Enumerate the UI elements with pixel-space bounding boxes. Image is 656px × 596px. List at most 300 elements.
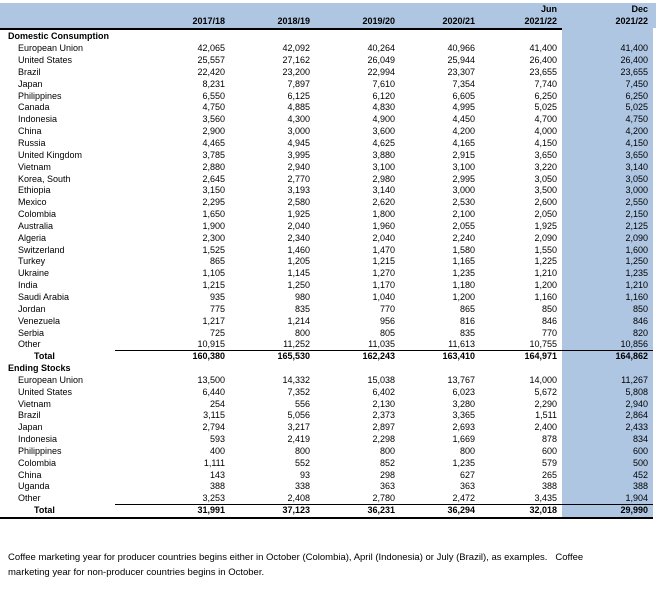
table-row xyxy=(0,374,656,386)
cell-value: 41,400 xyxy=(529,43,557,54)
cell-value: 1,270 xyxy=(372,268,395,279)
cell-value: 400 xyxy=(209,445,225,456)
cell-value: 2,530 xyxy=(452,197,475,208)
cell-value: 3,115 xyxy=(203,410,225,421)
table-row xyxy=(0,78,656,90)
cell-value: 1,900 xyxy=(202,220,225,231)
cell-value: 850 xyxy=(632,303,648,314)
cell-value: 26,400 xyxy=(620,55,648,66)
cell-value: 800 xyxy=(294,445,310,456)
year-label: 2017/18 xyxy=(192,16,225,26)
header-spacer xyxy=(0,3,140,28)
cell-value: 11,613 xyxy=(448,339,475,350)
cell-value: 846 xyxy=(541,315,557,326)
cell-value: 298 xyxy=(379,469,395,480)
row-label: India xyxy=(18,280,38,291)
row-label: Saudi Arabia xyxy=(18,291,70,302)
cell-value: 3,220 xyxy=(534,161,557,172)
table-row xyxy=(0,457,656,469)
cell-value: 1,550 xyxy=(534,244,557,255)
cell-value: 1,925 xyxy=(534,220,557,231)
cell-value: 3,435 xyxy=(534,493,557,504)
row-label: Total xyxy=(34,505,55,516)
cell-value: 4,300 xyxy=(287,114,310,125)
table-row xyxy=(0,469,656,481)
cell-value: 4,150 xyxy=(625,138,648,149)
cell-value: 3,050 xyxy=(534,173,557,184)
cell-value: 36,231 xyxy=(367,505,395,516)
cell-value: 4,150 xyxy=(534,138,557,149)
cell-value: 6,120 xyxy=(372,90,395,101)
cell-value: 2,780 xyxy=(372,493,395,504)
table-row xyxy=(0,327,656,339)
cell-value: 3,150 xyxy=(202,185,225,196)
cell-value: 10,755 xyxy=(529,339,557,350)
cell-value: 22,420 xyxy=(197,66,225,77)
cell-value: 1,217 xyxy=(202,315,225,326)
cell-value: 6,440 xyxy=(202,386,225,397)
table-row xyxy=(0,232,656,244)
cell-value: 3,000 xyxy=(287,126,310,137)
cell-value: 2,090 xyxy=(534,232,557,243)
cell-value: 388 xyxy=(541,481,557,492)
cell-value: 25,944 xyxy=(447,55,475,66)
cell-value: 3,140 xyxy=(625,161,648,172)
row-label: Ethiopia xyxy=(18,185,51,196)
cell-value: 254 xyxy=(209,398,225,409)
cell-value: 1,250 xyxy=(287,280,310,291)
cell-value: 1,600 xyxy=(625,244,648,255)
cell-value: 13,500 xyxy=(197,374,225,385)
total-row xyxy=(0,351,656,363)
year-label: 2021/22 xyxy=(524,16,557,26)
cell-value: 5,808 xyxy=(625,386,648,397)
cell-value: 850 xyxy=(541,303,557,314)
cell-value: 3,100 xyxy=(452,161,475,172)
row-label: European Union xyxy=(18,374,84,385)
cell-value: 2,915 xyxy=(452,149,475,160)
cell-value: 2,419 xyxy=(287,434,310,445)
year-label: 2018/19 xyxy=(277,16,310,26)
cell-value: 4,200 xyxy=(625,126,648,137)
cell-value: 3,140 xyxy=(372,185,395,196)
cell-value: 40,264 xyxy=(367,43,395,54)
row-label: Colombia xyxy=(18,209,57,220)
table-row xyxy=(0,138,656,150)
cell-value: 4,900 xyxy=(372,114,395,125)
cell-value: 164,971 xyxy=(524,351,557,362)
cell-value: 7,897 xyxy=(287,78,310,89)
cell-value: 852 xyxy=(379,457,395,468)
cell-value: 6,605 xyxy=(452,90,475,101)
cell-value: 1,170 xyxy=(372,280,395,291)
cell-value: 2,897 xyxy=(372,422,395,433)
cell-value: 835 xyxy=(459,327,475,338)
cell-value: 956 xyxy=(379,315,395,326)
cell-value: 143 xyxy=(209,469,225,480)
column-header xyxy=(395,3,475,28)
table-body xyxy=(0,31,656,517)
cell-value: 1,225 xyxy=(534,256,557,267)
cell-value: 7,354 xyxy=(452,78,475,89)
row-label: Brazil xyxy=(18,66,41,77)
cell-value: 4,885 xyxy=(287,102,310,113)
cell-value: 865 xyxy=(209,256,225,267)
cell-value: 1,235 xyxy=(452,268,475,279)
cell-value: 1,165 xyxy=(452,256,475,267)
cell-value: 42,092 xyxy=(282,43,310,54)
cell-value: 865 xyxy=(459,303,475,314)
cell-value: 5,672 xyxy=(534,386,557,397)
cell-value: 2,995 xyxy=(452,173,475,184)
cell-value: 770 xyxy=(541,327,557,338)
cell-value: 2,940 xyxy=(287,161,310,172)
cell-value: 10,856 xyxy=(620,339,648,350)
cell-value: 2,770 xyxy=(287,173,310,184)
cell-value: 23,655 xyxy=(529,66,557,77)
row-label: Domestic Consumption xyxy=(8,31,110,42)
cell-value: 2,550 xyxy=(625,197,648,208)
cell-value: 3,365 xyxy=(452,410,475,421)
column-header xyxy=(225,3,310,28)
footnote xyxy=(8,550,652,580)
cell-value: 4,750 xyxy=(625,114,648,125)
year-label: 2019/20 xyxy=(362,16,395,26)
cell-value: 7,450 xyxy=(625,78,648,89)
row-label: China xyxy=(18,126,42,137)
cell-value: 2,100 xyxy=(452,209,475,220)
period-label xyxy=(310,3,395,15)
cell-value: 42,065 xyxy=(197,43,225,54)
year-label: 2020/21 xyxy=(442,16,475,26)
table-row xyxy=(0,173,656,185)
cell-value: 6,250 xyxy=(625,90,648,101)
cell-value: 2,130 xyxy=(372,398,395,409)
table-row xyxy=(0,221,656,233)
cell-value: 3,280 xyxy=(452,398,475,409)
cell-value: 1,960 xyxy=(372,220,395,231)
cell-value: 3,600 xyxy=(372,126,395,137)
row-label: United States xyxy=(18,55,73,66)
table-row xyxy=(0,102,656,114)
row-label: Colombia xyxy=(18,457,57,468)
cell-value: 15,038 xyxy=(367,374,395,385)
table-row xyxy=(0,434,656,446)
cell-value: 11,035 xyxy=(368,339,395,350)
row-label: Other xyxy=(18,493,41,504)
cell-value: 5,056 xyxy=(287,410,310,421)
row-label: Ending Stocks xyxy=(8,363,71,374)
cell-value: 1,250 xyxy=(625,256,648,267)
cell-value: 32,018 xyxy=(529,505,557,516)
cell-value: 1,925 xyxy=(287,209,310,220)
cell-value: 4,830 xyxy=(372,102,395,113)
row-label: Vietnam xyxy=(18,398,51,409)
cell-value: 1,580 xyxy=(452,244,475,255)
cell-value: 2,373 xyxy=(372,410,395,421)
cell-value: 2,408 xyxy=(287,493,310,504)
row-label: Russia xyxy=(18,138,46,149)
cell-value: 2,864 xyxy=(625,410,648,421)
cell-value: 25,557 xyxy=(197,55,225,66)
cell-value: 1,460 xyxy=(287,244,310,255)
cell-value: 2,900 xyxy=(202,126,225,137)
row-label: Brazil xyxy=(18,410,41,421)
cell-value: 13,767 xyxy=(447,374,475,385)
section-title-row xyxy=(0,31,656,43)
row-label: Switzerland xyxy=(18,244,65,255)
cell-value: 23,200 xyxy=(282,66,310,77)
cell-value: 775 xyxy=(209,303,225,314)
cell-value: 2,055 xyxy=(452,220,475,231)
cell-value: 2,880 xyxy=(202,161,225,172)
cell-value: 11,267 xyxy=(621,374,648,385)
cell-value: 163,410 xyxy=(442,351,475,362)
period-label xyxy=(395,3,475,15)
cell-value: 1,160 xyxy=(534,291,557,302)
cell-value: 816 xyxy=(459,315,475,326)
cell-value: 37,123 xyxy=(282,505,310,516)
total-row xyxy=(0,505,656,517)
cell-value: 7,610 xyxy=(372,78,395,89)
table-row xyxy=(0,256,656,268)
cell-value: 2,580 xyxy=(287,197,310,208)
row-label: Japan xyxy=(18,78,43,89)
table-row xyxy=(0,410,656,422)
row-label: Philippines xyxy=(18,90,62,101)
cell-value: 2,040 xyxy=(287,220,310,231)
cell-value: 2,400 xyxy=(534,422,557,433)
cell-value: 2,940 xyxy=(625,398,648,409)
cell-value: 2,600 xyxy=(534,197,557,208)
cell-value: 846 xyxy=(632,315,648,326)
cell-value: 41,400 xyxy=(620,43,648,54)
cell-value: 4,945 xyxy=(287,138,310,149)
cell-value: 26,400 xyxy=(529,55,557,66)
table-row xyxy=(0,303,656,315)
table-row xyxy=(0,446,656,458)
cell-value: 579 xyxy=(541,457,557,468)
cell-value: 40,966 xyxy=(447,43,475,54)
cell-value: 3,560 xyxy=(202,114,225,125)
cell-value: 23,655 xyxy=(620,66,648,77)
cell-value: 552 xyxy=(294,457,310,468)
cell-value: 3,193 xyxy=(287,185,310,196)
row-label: Turkey xyxy=(18,256,46,267)
column-header xyxy=(140,3,225,28)
cell-value: 1,235 xyxy=(625,268,648,279)
cell-value: 835 xyxy=(294,303,310,314)
cell-value: 1,215 xyxy=(372,256,395,267)
table-row xyxy=(0,149,656,161)
cell-value: 1,180 xyxy=(452,280,475,291)
cell-value: 3,253 xyxy=(202,493,225,504)
cell-value: 1,145 xyxy=(287,268,310,279)
cell-value: 363 xyxy=(379,481,395,492)
bottom-rule xyxy=(0,517,653,519)
period-label: Jun xyxy=(540,4,557,14)
cell-value: 4,450 xyxy=(452,114,475,125)
cell-value: 1,210 xyxy=(534,268,557,279)
row-label: Uganda xyxy=(18,481,50,492)
cell-value: 2,150 xyxy=(625,209,648,220)
table-row xyxy=(0,43,656,55)
cell-value: 1,160 xyxy=(625,291,648,302)
cell-value: 2,295 xyxy=(202,197,225,208)
table-row xyxy=(0,161,656,173)
cell-value: 2,090 xyxy=(625,232,648,243)
row-label: Indonesia xyxy=(18,114,58,125)
cell-value: 1,800 xyxy=(372,209,395,220)
period-label xyxy=(140,3,225,15)
cell-value: 2,240 xyxy=(452,232,475,243)
row-label: Algeria xyxy=(18,232,47,243)
column-header xyxy=(557,3,648,28)
column-header xyxy=(310,3,395,28)
cell-value: 36,294 xyxy=(447,505,475,516)
cell-value: 1,040 xyxy=(372,291,395,302)
cell-value: 1,235 xyxy=(452,457,475,468)
cell-value: 6,550 xyxy=(202,90,225,101)
row-label: Australia xyxy=(18,220,54,231)
cell-value: 265 xyxy=(541,469,557,480)
cell-value: 1,511 xyxy=(535,410,557,421)
cell-value: 31,991 xyxy=(197,505,225,516)
cell-value: 8,231 xyxy=(202,78,225,89)
cell-value: 1,470 xyxy=(372,244,395,255)
cell-value: 3,785 xyxy=(202,149,225,160)
table-row xyxy=(0,197,656,209)
cell-value: 2,125 xyxy=(625,220,648,231)
cell-value: 593 xyxy=(209,434,225,445)
cell-value: 3,050 xyxy=(625,173,648,184)
cell-value: 3,000 xyxy=(452,185,475,196)
cell-value: 160,380 xyxy=(192,351,225,362)
table-row xyxy=(0,386,656,398)
row-label: Serbia xyxy=(18,327,45,338)
cell-value: 162,243 xyxy=(362,351,395,362)
row-label: China xyxy=(18,469,42,480)
header-rule xyxy=(0,28,562,30)
row-label: Canada xyxy=(18,102,50,113)
cell-value: 2,340 xyxy=(287,232,310,243)
cell-value: 26,049 xyxy=(367,55,395,66)
cell-value: 3,100 xyxy=(372,161,395,172)
period-label xyxy=(225,3,310,15)
cell-value: 2,300 xyxy=(202,232,225,243)
cell-value: 1,904 xyxy=(625,493,648,504)
cell-value: 4,750 xyxy=(202,102,225,113)
cell-value: 3,995 xyxy=(287,149,310,160)
cell-value: 3,650 xyxy=(625,149,648,160)
cell-value: 7,352 xyxy=(287,386,310,397)
row-label: Ukraine xyxy=(18,268,50,279)
cell-value: 805 xyxy=(379,327,395,338)
table-row xyxy=(0,398,656,410)
row-label: Korea, South xyxy=(18,173,71,184)
cell-value: 1,105 xyxy=(202,268,225,279)
table-row xyxy=(0,114,656,126)
cell-value: 4,995 xyxy=(452,102,475,113)
cell-value: 1,111 xyxy=(203,457,225,468)
cell-value: 14,000 xyxy=(529,374,557,385)
cell-value: 4,165 xyxy=(452,138,475,149)
table-row xyxy=(0,126,656,138)
cell-value: 600 xyxy=(541,445,557,456)
cell-value: 1,205 xyxy=(287,256,310,267)
cell-value: 7,740 xyxy=(534,78,557,89)
cell-value: 820 xyxy=(632,327,648,338)
cell-value: 3,650 xyxy=(534,149,557,160)
cell-value: 6,023 xyxy=(452,386,475,397)
table-row xyxy=(0,268,656,280)
cell-value: 2,693 xyxy=(452,422,475,433)
table-row xyxy=(0,315,656,327)
cell-value: 6,402 xyxy=(372,386,395,397)
cell-value: 1,215 xyxy=(202,280,225,291)
column-header xyxy=(475,3,557,28)
table-row xyxy=(0,209,656,221)
cell-value: 500 xyxy=(632,457,648,468)
cell-value: 4,625 xyxy=(372,138,395,149)
cell-value: 1,525 xyxy=(202,244,225,255)
cell-value: 14,332 xyxy=(282,374,310,385)
cell-value: 770 xyxy=(379,303,395,314)
cell-value: 3,000 xyxy=(625,185,648,196)
cell-value: 2,645 xyxy=(202,173,225,184)
cell-value: 800 xyxy=(294,327,310,338)
cell-value: 980 xyxy=(294,291,310,302)
table-row xyxy=(0,244,656,256)
row-label: United States xyxy=(18,386,73,397)
table-row xyxy=(0,67,656,79)
cell-value: 29,990 xyxy=(620,505,648,516)
row-label: Venezuela xyxy=(18,315,61,326)
cell-value: 164,862 xyxy=(615,351,648,362)
cell-value: 4,200 xyxy=(452,126,475,137)
cell-value: 6,125 xyxy=(287,90,310,101)
cell-value: 2,298 xyxy=(372,434,395,445)
cell-value: 2,620 xyxy=(372,197,395,208)
cell-value: 1,650 xyxy=(202,209,225,220)
cell-value: 452 xyxy=(632,469,648,480)
table-row xyxy=(0,90,656,102)
cell-value: 4,700 xyxy=(534,114,557,125)
cell-value: 11,252 xyxy=(283,339,310,350)
cell-value: 6,250 xyxy=(534,90,557,101)
row-label: Total xyxy=(34,351,55,362)
cell-value: 5,025 xyxy=(534,102,557,113)
row-label: Vietnam xyxy=(18,161,51,172)
row-label: European Union xyxy=(18,43,84,54)
table-row xyxy=(0,280,656,292)
cell-value: 1,200 xyxy=(534,280,557,291)
period-label: Dec xyxy=(631,4,648,14)
cell-value: 878 xyxy=(541,434,557,445)
cell-value: 23,307 xyxy=(447,66,475,77)
row-label: Japan xyxy=(18,422,43,433)
table-row xyxy=(0,339,656,351)
cell-value: 1,669 xyxy=(452,434,475,445)
table-row xyxy=(0,422,656,434)
cell-value: 93 xyxy=(299,469,310,480)
cell-value: 2,290 xyxy=(534,398,557,409)
cell-value: 600 xyxy=(632,445,648,456)
cell-value: 2,980 xyxy=(372,173,395,184)
table-row xyxy=(0,292,656,304)
footnote-line: Coffee marketing year for producer countries begins either in October (Colombia), April (Indonesia) or July (Brazil), as examples. Coffee xyxy=(8,552,584,563)
cell-value: 2,050 xyxy=(534,209,557,220)
